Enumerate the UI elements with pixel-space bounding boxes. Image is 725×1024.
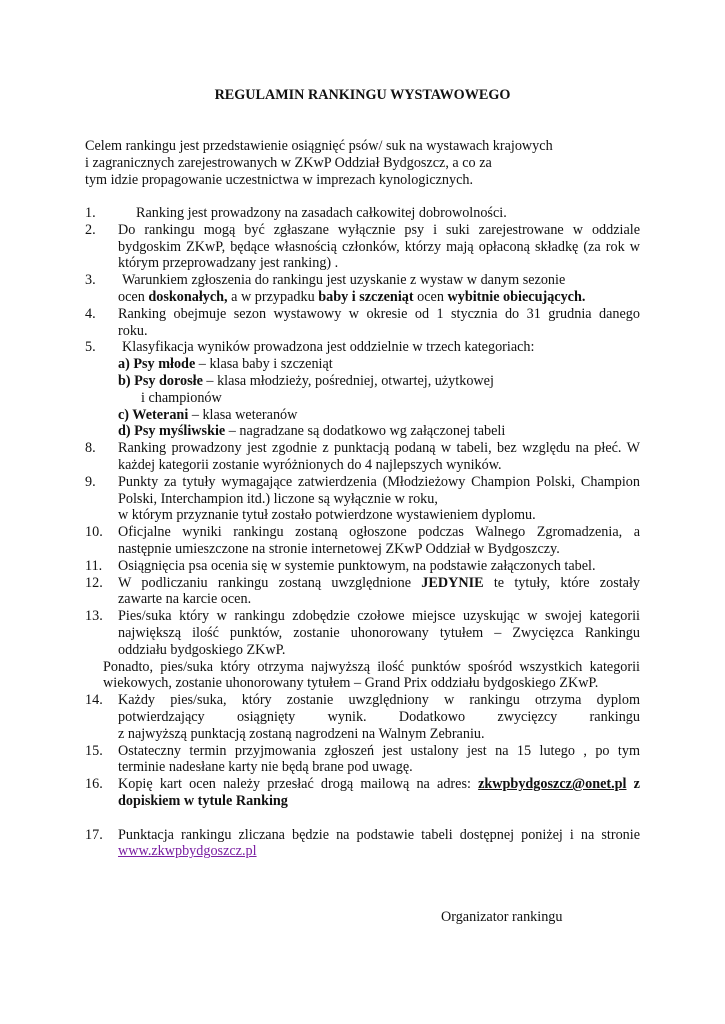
rule-16 <box>85 776 640 810</box>
rule-13-continuation <box>85 659 640 693</box>
rule-8 <box>85 440 640 474</box>
category-label: d) Psy myśliwskie <box>118 423 226 440</box>
rule-line: Ranking jest prowadzony na zasadach całkowitej dobrowolności. <box>136 205 507 221</box>
rule-number: 1. <box>85 205 96 221</box>
rule-line: z najwyższą punktacją zostaną nagrodzeni na Walnym Zebraniu. <box>118 725 485 742</box>
rule-number: 13. <box>85 608 103 625</box>
category-hunting <box>118 423 640 440</box>
rule-line: Klasyfikacja wyników prowadzona jest oddzielnie w trzech kategoriach: <box>122 339 535 356</box>
rule-line: potwierdzający osiągnięty wynik. Dodatkowo zwycięzcy rankingu <box>118 708 640 725</box>
rule-text <box>118 205 640 222</box>
rule-3 <box>85 272 640 306</box>
rule-bold: wybitnie obiecujących. <box>447 288 586 305</box>
rule-10 <box>85 524 640 558</box>
rule-14 <box>85 692 640 742</box>
rule-bold: baby i szczeniąt <box>318 288 414 305</box>
intro-paragraph <box>85 138 645 188</box>
rule-5 <box>85 339 640 440</box>
rule-line: Pies/suka który w rankingu zdobędzie czołowe miejsce uzyskując w swojej kategorii <box>118 608 640 625</box>
rule-text <box>118 339 640 440</box>
category-text: – nagradzane są dodatkowo wg załączonej tabeli <box>225 423 506 440</box>
rule-line <box>118 843 640 860</box>
intro-line: i zagranicznych zarejestrowanych w ZKwP Oddział Bydgoszcz, a co za <box>85 154 492 171</box>
rule-line: Każdy pies/suka, który zostanie uwzględniony w rankingu otrzyma dyplom <box>118 692 640 709</box>
rule-bold: doskonałych, <box>148 288 228 305</box>
rule-line: Punktacja rankingu zliczana będzie na podstawie tabeli dostępnej poniżej i na stronie <box>118 826 640 843</box>
category-adult-cont: i championów <box>141 389 222 406</box>
rule-fragment: te tytuły, które zostały <box>483 574 640 591</box>
category-label: b) Psy dorosłe <box>118 372 203 389</box>
rule-text <box>118 692 640 742</box>
rule-line: zawarte na karcie ocen. <box>118 591 252 608</box>
document-title: REGULAMIN RANKINGU WYSTAWOWEGO <box>214 87 511 103</box>
category-label: a) Psy młode <box>118 356 196 373</box>
rule-line: Ponadto, pies/suka który otrzyma najwyższą ilość punktów spośród wszystkich kategorii <box>103 658 640 675</box>
category-text: – klasa weteranów <box>188 406 298 423</box>
rule-11 <box>85 558 640 575</box>
rule-number: 11. <box>85 557 103 574</box>
rule-number: 4. <box>85 305 96 322</box>
rule-text <box>118 575 640 609</box>
rule-line: bydgoskim ZKwP, będące własnością członków, którzy mają opłaconą składkę (za rok w <box>118 238 640 255</box>
email-link[interactable]: zkwpbydgoszcz@onet.pl <box>478 776 627 793</box>
rule-bold: JEDYNIE <box>421 574 484 591</box>
rule-text <box>118 827 640 861</box>
signature: Organizator rankingu <box>441 909 563 925</box>
rule-text <box>118 743 640 777</box>
rule-text <box>118 608 640 658</box>
rule-text <box>118 222 640 272</box>
rule-number: 10. <box>85 524 103 541</box>
rule-line: w którym przyznanie tytuł zostało potwierdzone wystawieniem dyplomu. <box>118 507 536 524</box>
category-text: – klasa młodzieży, pośredniej, otwartej, użytkowej <box>202 372 494 389</box>
rule-1 <box>85 205 640 222</box>
rule-number: 8. <box>85 440 96 457</box>
rule-4 <box>85 306 640 340</box>
rule-line: Osiągnięcia psa ocenia się w systemie punktowym, na podstawie załączonych tabel. <box>118 557 596 574</box>
spacer <box>85 810 640 827</box>
rule-line <box>118 776 640 793</box>
rule-15 <box>85 743 640 777</box>
rule-text <box>118 558 640 575</box>
rule-number: 5. <box>85 339 96 356</box>
rule-line <box>118 575 640 592</box>
rule-17 <box>85 827 640 861</box>
rule-line: dopiskiem w tytule Ranking <box>118 792 288 809</box>
rule-text <box>118 306 640 340</box>
rule-line: Ranking obejmuje sezon wystawowy w okresie od 1 stycznia do 31 grudnia danego <box>118 305 640 322</box>
rule-text <box>118 776 640 810</box>
website-link[interactable]: www.zkwpbydgoszcz.pl <box>118 843 257 860</box>
rule-line: którym przeprowadzany jest ranking) . <box>118 255 339 272</box>
rule-text <box>118 272 640 306</box>
rule-bold: z <box>626 776 640 793</box>
rule-line: największą ilość punktów, zostanie uhonorowany tytułem – Zwycięzca Rankingu <box>118 624 640 641</box>
rule-line <box>118 289 640 306</box>
intro-line: tym idzie propagowanie uczestnictwa w imprezach kynologicznych. <box>85 171 474 188</box>
rule-9 <box>85 474 640 524</box>
rule-2 <box>85 222 640 272</box>
category-veterans <box>118 407 640 424</box>
rule-line: roku. <box>118 322 148 339</box>
rule-line: Punkty za tytuły wymagające zatwierdzenia (Młodzieżowy Champion Polski, Champion <box>118 473 640 490</box>
rule-line: wiekowych, zostanie uhonorowany tytułem – Grand Prix oddziału bydgoskiego ZKwP. <box>103 675 599 692</box>
rule-text <box>118 440 640 474</box>
rule-text <box>118 524 640 558</box>
category-young <box>118 356 640 373</box>
category-text: – klasa baby i szczeniąt <box>195 356 333 373</box>
rule-number: 9. <box>85 473 96 490</box>
rule-number: 16. <box>85 776 103 793</box>
rule-fragment: W podliczaniu rankingu zostaną uwzględnione <box>118 574 422 591</box>
intro-line: Celem rankingu jest przedstawienie osiągnięć psów/ suk na wystawach krajowych <box>85 138 553 154</box>
rule-fragment: ocen <box>413 288 448 305</box>
rule-line: oddziału bydgoskiego ZKwP. <box>118 641 286 658</box>
rules-list <box>85 205 640 860</box>
rule-12 <box>85 575 640 609</box>
category-adult <box>118 373 640 390</box>
rule-number: 14. <box>85 692 103 709</box>
rule-line: Polski, Interchampion itd.) liczone są wyłącznie w roku, <box>118 490 438 507</box>
rule-line: Do rankingu mogą być zgłaszane wyłącznie psy i suki zarejestrowane w oddziale <box>118 221 640 238</box>
rule-fragment: ocen <box>118 288 149 305</box>
rule-text <box>118 474 640 524</box>
rule-13 <box>85 608 640 658</box>
rule-number: 12. <box>85 574 103 591</box>
rule-fragment: Kopię kart ocen należy przesłać drogą mailową na adres: <box>118 776 479 793</box>
category-label: c) Weterani <box>118 406 189 423</box>
rule-fragment: a w przypadku <box>227 288 319 305</box>
rule-number: 2. <box>85 221 96 238</box>
rule-line: terminie nadesłane karty nie będą brane pod uwagę. <box>118 759 413 776</box>
rule-line: Warunkiem zgłoszenia do rankingu jest uzyskanie z wystaw w danym sezonie <box>122 272 566 289</box>
rule-line: Ranking prowadzony jest zgodnie z punktacją podaną w tabeli, bez względu na płeć. W <box>118 440 640 457</box>
rule-line: każdej kategorii zostanie wyróżnionych do 4 najlepszych wyników. <box>118 456 502 473</box>
rule-number: 17. <box>85 826 103 843</box>
rule-number: 15. <box>85 742 103 759</box>
rule-line: Oficjalne wyniki rankingu zostaną ogłoszone podczas Walnego Zgromadzenia, a <box>118 524 640 541</box>
rule-line: Ostateczny termin przyjmowania zgłoszeń jest ustalony jest na 15 lutego , po tym <box>118 742 640 759</box>
rule-number: 3. <box>85 272 96 289</box>
rule-line: następnie umieszczone na stronie internetowej ZKwP Oddział w Bydgoszczy. <box>118 540 560 557</box>
